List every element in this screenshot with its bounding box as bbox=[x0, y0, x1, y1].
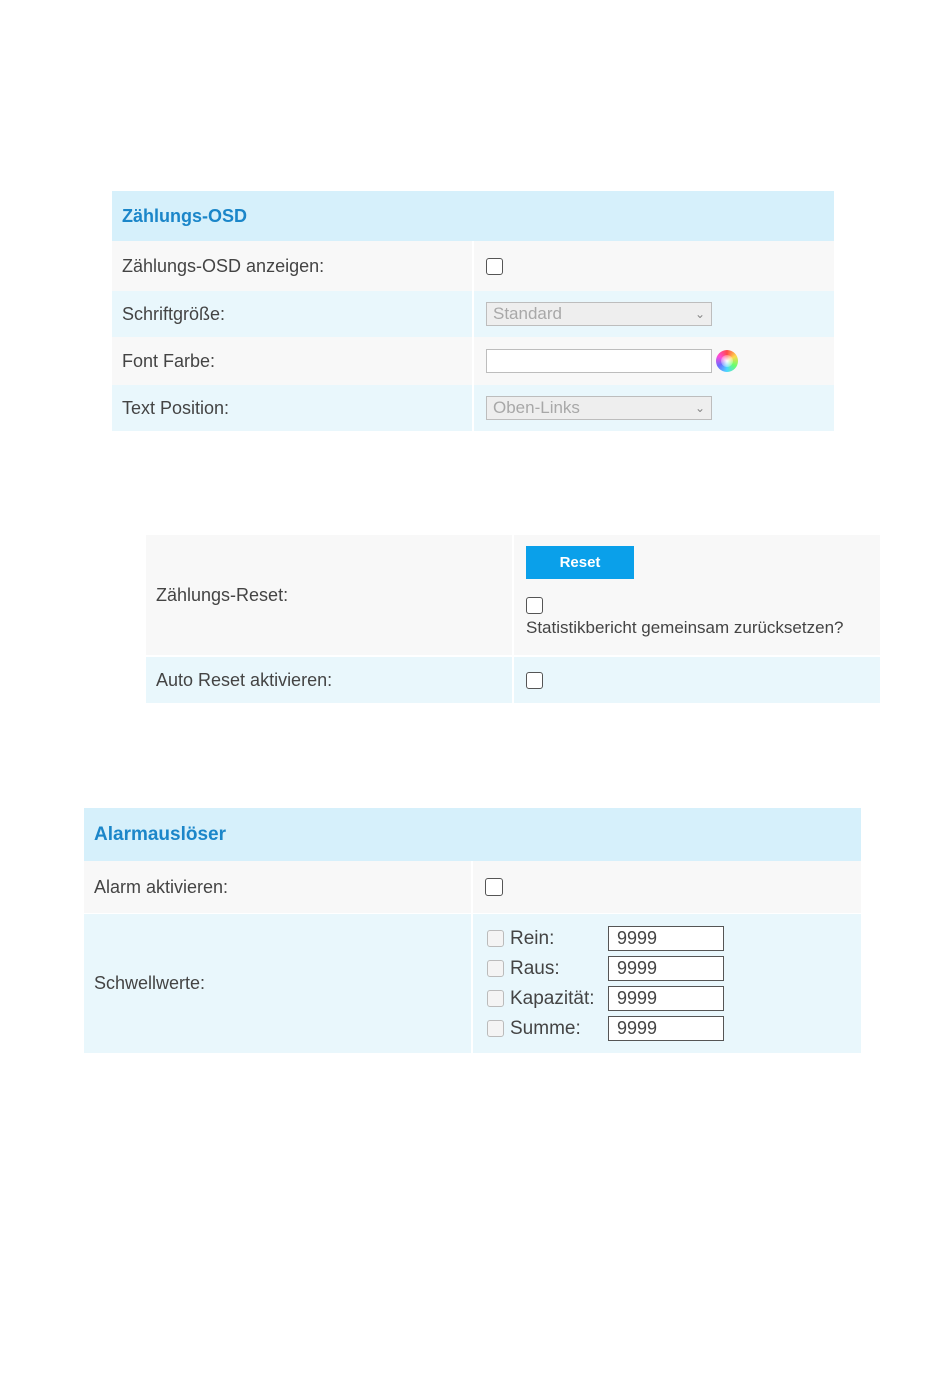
threshold-raus-checkbox[interactable] bbox=[487, 960, 504, 977]
osd-panel-title: Zählungs-OSD bbox=[122, 205, 247, 226]
threshold-rein-input[interactable]: 9999 bbox=[608, 926, 724, 951]
text-position-select-value: Oben-Links bbox=[493, 398, 580, 417]
font-size-select-value: Standard bbox=[493, 304, 562, 323]
font-color-input[interactable] bbox=[486, 349, 712, 373]
osd-show-checkbox[interactable] bbox=[486, 258, 503, 275]
color-picker-icon[interactable] bbox=[716, 350, 738, 372]
counting-reset-row bbox=[146, 535, 880, 655]
osd-font-size-label: Schriftgröße: bbox=[112, 291, 474, 337]
alarm-enable-row bbox=[84, 861, 861, 913]
alarm-enable-checkbox[interactable] bbox=[485, 878, 503, 896]
threshold-kapazitaet-label: Kapazität: bbox=[510, 987, 595, 1009]
threshold-rein-row bbox=[487, 924, 724, 954]
reset-report-checkbox[interactable] bbox=[526, 597, 543, 614]
threshold-raus-row bbox=[487, 954, 724, 984]
reset-panel bbox=[146, 535, 880, 703]
chevron-down-icon: ⌄ bbox=[694, 307, 705, 321]
threshold-rein-label: Rein: bbox=[510, 927, 555, 949]
auto-reset-label: Auto Reset aktivieren: bbox=[146, 657, 514, 703]
osd-text-position-row bbox=[112, 385, 834, 431]
chevron-down-icon: ⌄ bbox=[694, 401, 705, 415]
osd-font-size-row bbox=[112, 291, 834, 337]
threshold-raus-label: Raus: bbox=[510, 957, 560, 979]
alarm-enable-label: Alarm aktivieren: bbox=[84, 861, 473, 913]
osd-font-color-row bbox=[112, 337, 834, 385]
osd-show-label: Zählungs-OSD anzeigen: bbox=[112, 241, 474, 291]
counting-reset-label: Zählungs-Reset: bbox=[146, 535, 514, 655]
text-position-select[interactable] bbox=[486, 396, 712, 420]
osd-show-row bbox=[112, 241, 834, 291]
threshold-kapazitaet-checkbox[interactable] bbox=[487, 990, 504, 1007]
osd-panel-header bbox=[112, 191, 834, 241]
threshold-summe-input[interactable]: 9999 bbox=[608, 1016, 724, 1041]
alarm-panel bbox=[84, 808, 861, 1053]
reset-button[interactable]: Reset bbox=[526, 546, 634, 579]
osd-font-color-label: Font Farbe: bbox=[112, 337, 474, 385]
threshold-rein-checkbox[interactable] bbox=[487, 930, 504, 947]
threshold-raus-input[interactable]: 9999 bbox=[608, 956, 724, 981]
thresholds-label: Schwellwerte: bbox=[84, 914, 473, 1053]
alarm-panel-title: Alarmauslöser bbox=[94, 823, 227, 845]
threshold-kapazitaet-input[interactable]: 9999 bbox=[608, 986, 724, 1011]
threshold-summe-row bbox=[487, 1014, 724, 1044]
auto-reset-row bbox=[146, 657, 880, 703]
osd-panel bbox=[112, 191, 834, 431]
threshold-summe-checkbox[interactable] bbox=[487, 1020, 504, 1037]
reset-report-label: Statistikbericht gemeinsam zurücksetzen? bbox=[526, 618, 844, 637]
threshold-kapazitaet-row bbox=[487, 984, 724, 1014]
threshold-summe-label: Summe: bbox=[510, 1017, 581, 1039]
alarm-panel-header bbox=[84, 808, 861, 861]
auto-reset-checkbox[interactable] bbox=[526, 672, 543, 689]
osd-text-position-label: Text Position: bbox=[112, 385, 474, 431]
font-size-select[interactable] bbox=[486, 302, 712, 326]
thresholds-row bbox=[84, 914, 861, 1053]
